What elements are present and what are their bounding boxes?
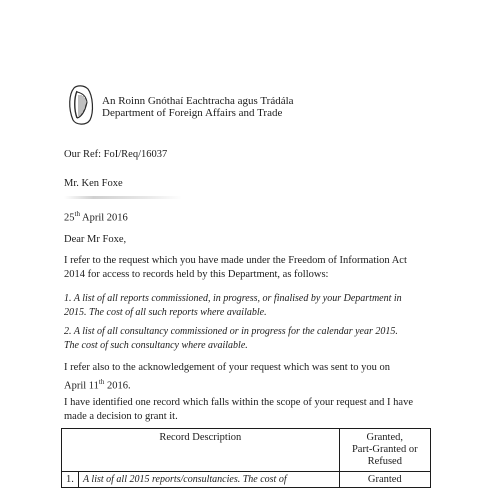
date-month-year: April 2016 <box>79 212 128 224</box>
table-header-row <box>62 429 431 472</box>
salutation: Dear Mr Foxe, <box>64 234 127 245</box>
date-day: 25 <box>64 212 75 224</box>
request-item-2: 2. A list of all consultancy commissioned or in progress for the calendar year 2015. The cost of such consultancy where available. <box>64 326 398 351</box>
header-decision-status <box>339 429 430 472</box>
row-description: A list of all 2015 reports/consultancies. The cost of <box>79 472 340 488</box>
addressee-name: Mr. Ken Foxe <box>64 178 123 189</box>
acknowledgement-year: 2016. <box>104 380 131 392</box>
request-item-1: 1. A list of all reports commissioned, in progress, or finalised by your Department in 2015. The cost of all such reports where available. <box>64 293 402 318</box>
header-status-line-3: Refused <box>367 456 402 467</box>
records-table <box>61 428 431 488</box>
redacted-address <box>64 196 182 199</box>
acknowledgement-paragraph <box>64 361 414 394</box>
letter-date <box>64 210 128 224</box>
header-record-description: Record Description <box>62 429 340 472</box>
row-status: Granted <box>339 472 430 488</box>
acknowledgement-date-suffix: th <box>98 378 105 386</box>
header-status-line-2: Part-Granted or <box>351 444 418 455</box>
decision-paragraph: I have identified one record which falls within the scope of your request and I have made a decision to grant it. <box>64 397 414 422</box>
harp-crest-icon <box>66 84 96 128</box>
header-status-line-1: Granted, <box>366 432 403 443</box>
department-name-irish: An Roinn Gnóthaí Eachtracha agus Trádála <box>102 95 294 107</box>
letterhead <box>102 95 294 119</box>
acknowledgement-text: I refer also to the acknowledgement of your request which was sent to you on April 11 <box>64 362 390 392</box>
intro-paragraph: I refer to the request which you have made under the Freedom of Information Act 2014 for access to records held by this Department, as follows: <box>64 255 407 280</box>
department-name-english: Department of Foreign Affairs and Trade <box>102 107 283 119</box>
row-number: 1. <box>62 472 79 488</box>
our-reference: Our Ref: FoI/Req/16037 <box>64 149 168 160</box>
date-suffix: th <box>74 210 80 218</box>
